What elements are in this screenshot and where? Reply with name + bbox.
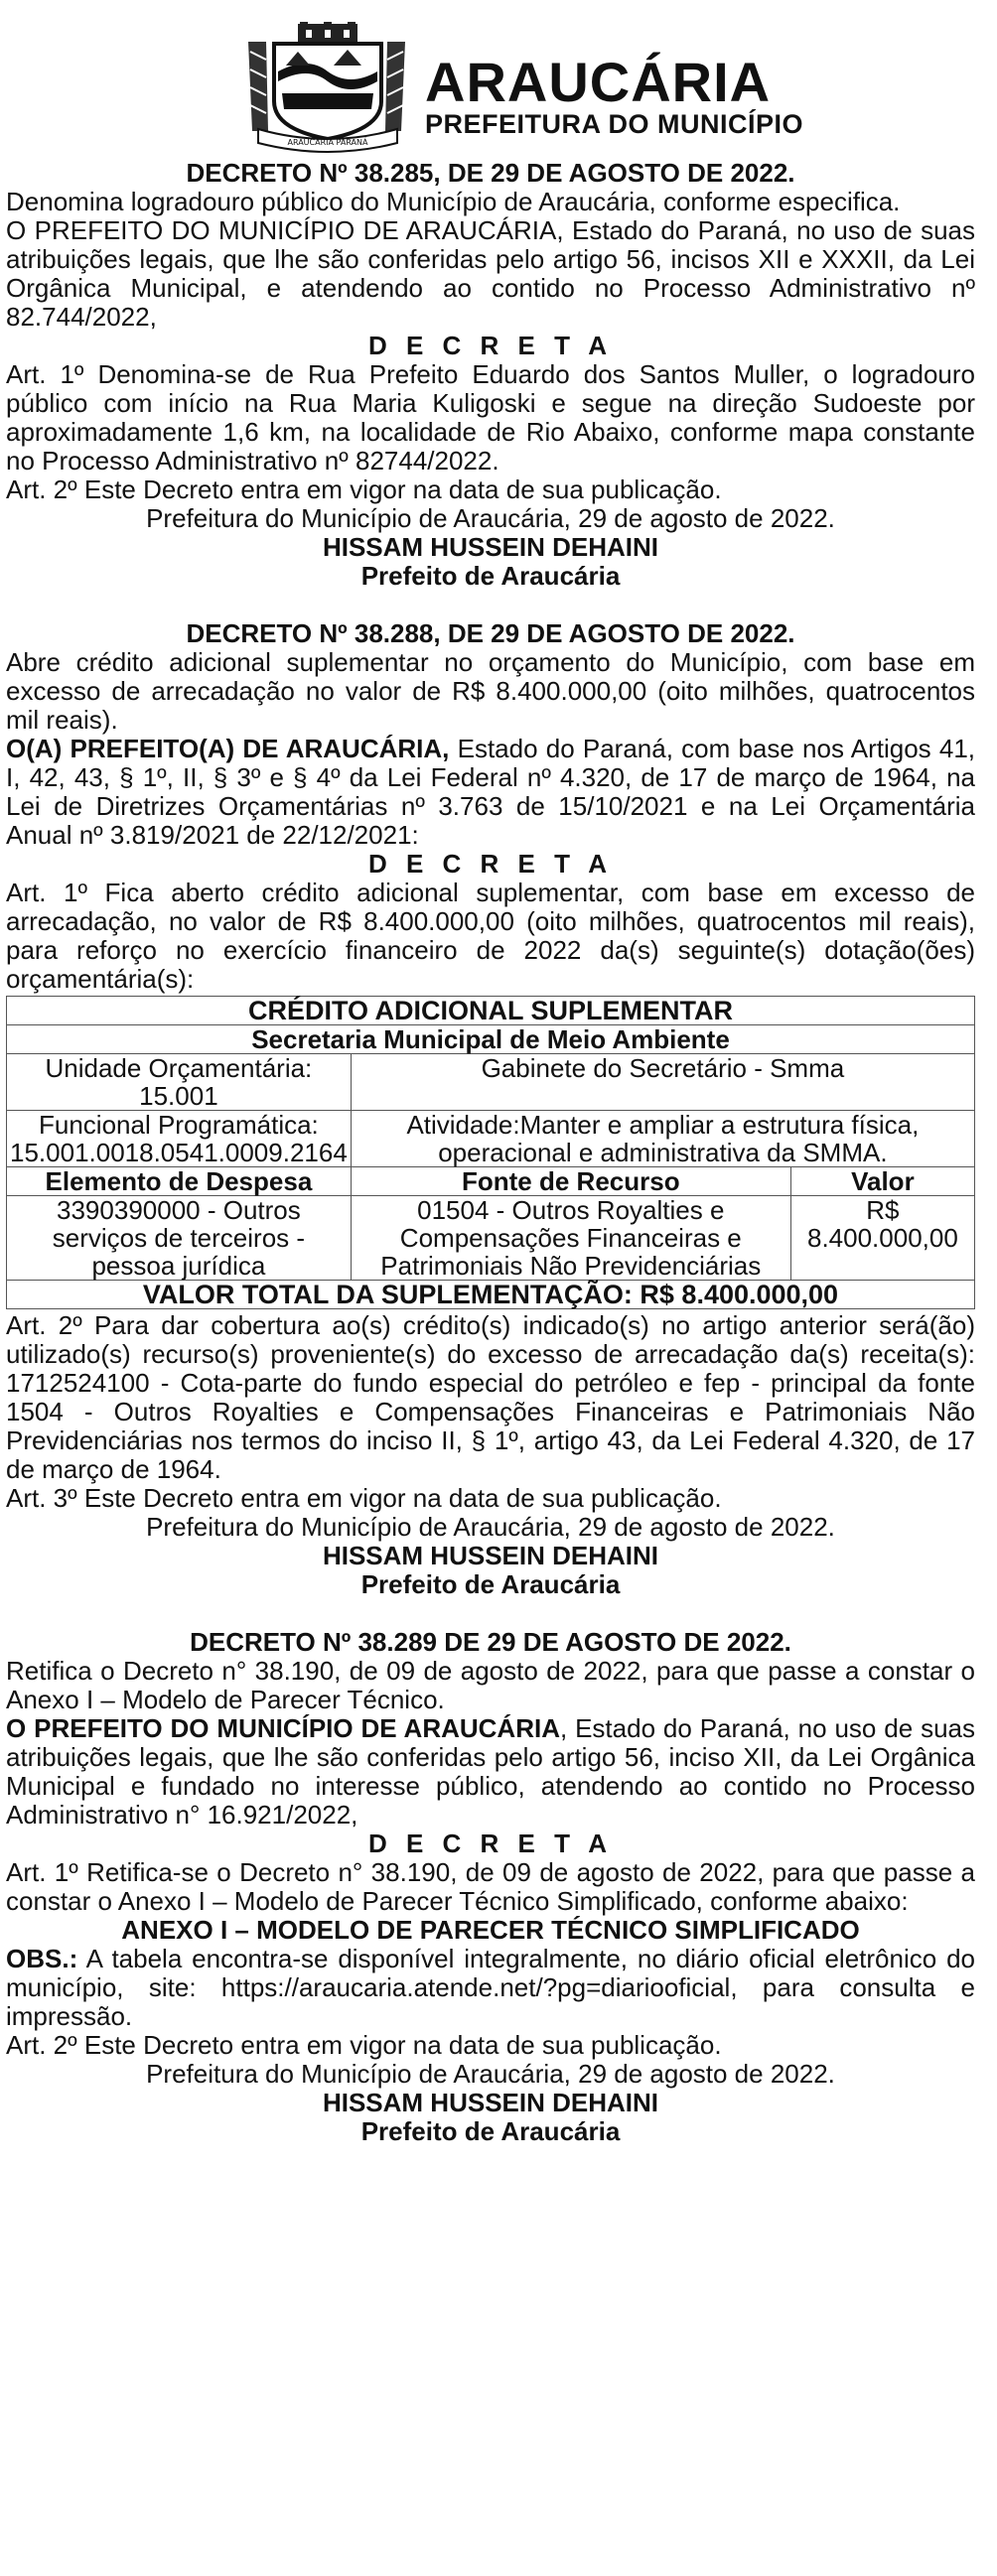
decree-summary: Denomina logradouro público do Município de Araucária, conforme especifica. [6,187,901,216]
funcional-value: Atividade:Manter e ampliar a estrutura física, operacional e administrativa da SMMA. [351,1111,974,1167]
decree-38289 [6,1628,975,2146]
col-elemento-header: Elemento de Despesa [7,1167,352,1196]
elemento-cell: 3390390000 - Outros serviços de terceiros - pessoa jurídica [7,1196,352,1281]
funcional-label: Funcional Programática: 15.001.0018.0541.0009.2164 [7,1111,352,1167]
unidade-label: Unidade Orçamentária: 15.001 [7,1054,352,1111]
document-body [6,159,975,2146]
signer-role: Prefeito de Araucária [360,2116,621,2146]
place-date: Prefeitura do Município de Araucária, 29 de agosto de 2022. [146,1512,835,1542]
preamble-rest: , Estado do Paraná, no uso de suas atribuições legais, que lhe são conferidas pelo artigo 56, inciso XII, da Lei Orgânica Municipal e fundado no interesse público, atendendo ao contido no Processo Administrativo n° 16.921/2022, [6,1713,975,1830]
article-1: Art. 1º Fica aberto crédito adicional suplementar, com base em excesso de arrecadação, no valor de R$ 8.400.000,00 (oito milhões, quatrocentos mil reais), para reforço no exercício financeiro de 2022 da(s) seguinte(s) dotação(ões) orçamentária(s): [6,878,975,994]
municipal-coat-of-arms-icon [238,22,417,153]
decree-title: DECRETO Nº 38.289 DE 29 DE AGOSTO DE 2022. [190,1627,791,1657]
decreta-heading: D E C R E T A [367,331,614,360]
decree-preamble: O PREFEITO DO MUNICÍPIO DE ARAUCÁRIA, Estado do Paraná, no uso de suas atribuições legais, que lhe são conferidas pelo artigo 56, incisos XII e XXXII, da Lei Orgânica Municipal, e atendendo ao contido no Processo Administrativo nº 82.744/2022, [6,215,975,332]
article-3: Art. 3º Este Decreto entra em vigor na data de sua publicação. [6,1483,722,1513]
seal-text: ARAUCÁRIA PARANÁ [287,138,368,147]
valor-cell: R$ 8.400.000,00 [790,1196,974,1281]
section-gap [6,1599,975,1628]
col-valor-header: Valor [790,1167,974,1196]
decree-summary: Retifica o Decreto n° 38.190, de 09 de agosto de 2022, para que passe a constar o Anexo I – Modelo de Parecer Técnico. [6,1656,975,1714]
credit-table [6,996,975,1309]
page-header [0,0,997,159]
decree-title: DECRETO Nº 38.288, DE 29 DE AGOSTO DE 2022. [186,618,795,648]
brand-name: ARAUCÁRIA [425,51,772,113]
obs-label: OBS.: [6,1944,78,1973]
article-2: Art. 2º Este Decreto entra em vigor na data de sua publicação. [6,475,722,504]
place-date: Prefeitura do Município de Araucária, 29 de agosto de 2022. [146,503,835,533]
signer-role: Prefeito de Araucária [360,1569,621,1599]
preamble-rest: Estado do Paraná, com base nos Artigos 41, I, 42, 43, § 1º, II, § 3º e § 4º da Lei Federal nº 4.320, de 17 de março de 1964, na Lei de Diretrizes Orçamentárias nº 3.763 de 15/10/2021 e na Lei Orçamentária Anual nº 3.819/2021 de 22/12/2021: [6,734,976,850]
fonte-cell: 01504 - Outros Royalties e Compensações Financeiras e Patrimoniais Não Previdenciárias [351,1196,790,1281]
unidade-value: Gabinete do Secretário - Smma [351,1054,974,1111]
preamble-bold: O PREFEITO DO MUNICÍPIO DE ARAUCÁRIA [6,1713,560,1743]
table-secretaria: Secretaria Municipal de Meio Ambiente [7,1025,975,1054]
brand-subtitle: PREFEITURA DO MUNICÍPIO [425,109,804,139]
annex-title: ANEXO I – MODELO DE PARECER TÉCNICO SIMPLIFICADO [121,1915,860,1945]
decree-preamble [6,1714,975,1830]
decreta-heading: D E C R E T A [367,1829,614,1858]
observation [6,1945,975,2031]
decree-title: DECRETO Nº 38.285, DE 29 DE AGOSTO DE 2022. [186,158,795,188]
article-2: Art. 2º Este Decreto entra em vigor na data de sua publicação. [6,2030,722,2060]
signer-name: HISSAM HUSSEIN DEHAINI [322,532,659,562]
table-heading: CRÉDITO ADICIONAL SUPLEMENTAR [7,997,975,1025]
preamble-bold: O(A) PREFEITO(A) DE ARAUCÁRIA, [6,734,450,763]
signer-name: HISSAM HUSSEIN DEHAINI [322,2088,659,2117]
table-total: VALOR TOTAL DA SUPLEMENTAÇÃO: R$ 8.400.000,00 [7,1281,975,1309]
decreta-heading: D E C R E T A [367,849,614,879]
article-1: Art. 1º Denomina-se de Rua Prefeito Eduardo dos Santos Muller, o logradouro público com início na Rua Maria Kuligoski e segue na direção Sudoeste por aproximadamente 1,6 km, na localidade de Rio Abaixo, conforme mapa constante no Processo Administrativo nº 82744/2022. [6,359,975,475]
decree-summary: Abre crédito adicional suplementar no orçamento do Município, com base em excesso de arrecadação no valor de R$ 8.400.000,00 (oito milhões, quatrocentos mil reais). [6,647,975,735]
decree-38285 [6,159,975,591]
signer-role: Prefeito de Araucária [360,561,621,591]
article-2: Art. 2º Para dar cobertura ao(s) crédito(s) indicado(s) no artigo anterior será(ão) utilizado(s) recurso(s) proveniente(s) do excesso de arrecadação da(s) receita(s): 1712524100 - Cota-parte do fundo especial do petróleo e fep - principal da fonte 1504 - Outros Royalties e Compensações Financeiras e Patrimoniais Não Previdenciárias nos termos do inciso II, § 1º, artigo 43, da Lei Federal 4.320, de 17 de março de 1964. [6,1310,975,1484]
col-fonte-header: Fonte de Recurso [351,1167,790,1196]
signer-name: HISSAM HUSSEIN DEHAINI [322,1541,659,1570]
article-1: Art. 1º Retifica-se o Decreto n° 38.190, de 09 de agosto de 2022, para que passe a constar o Anexo I – Modelo de Parecer Técnico Simplificado, conforme abaixo: [6,1857,975,1916]
obs-text: A tabela encontra-se disponível integralmente, no diário oficial eletrônico do município, site: https://araucaria.atende.net/?pg=diariooficial, para consulta e impressão. [6,1944,975,2031]
place-date: Prefeitura do Município de Araucária, 29 de agosto de 2022. [146,2059,835,2089]
decree-38288 [6,619,975,1599]
brand-block [425,51,804,139]
decree-preamble [6,735,975,850]
section-gap [6,591,975,619]
